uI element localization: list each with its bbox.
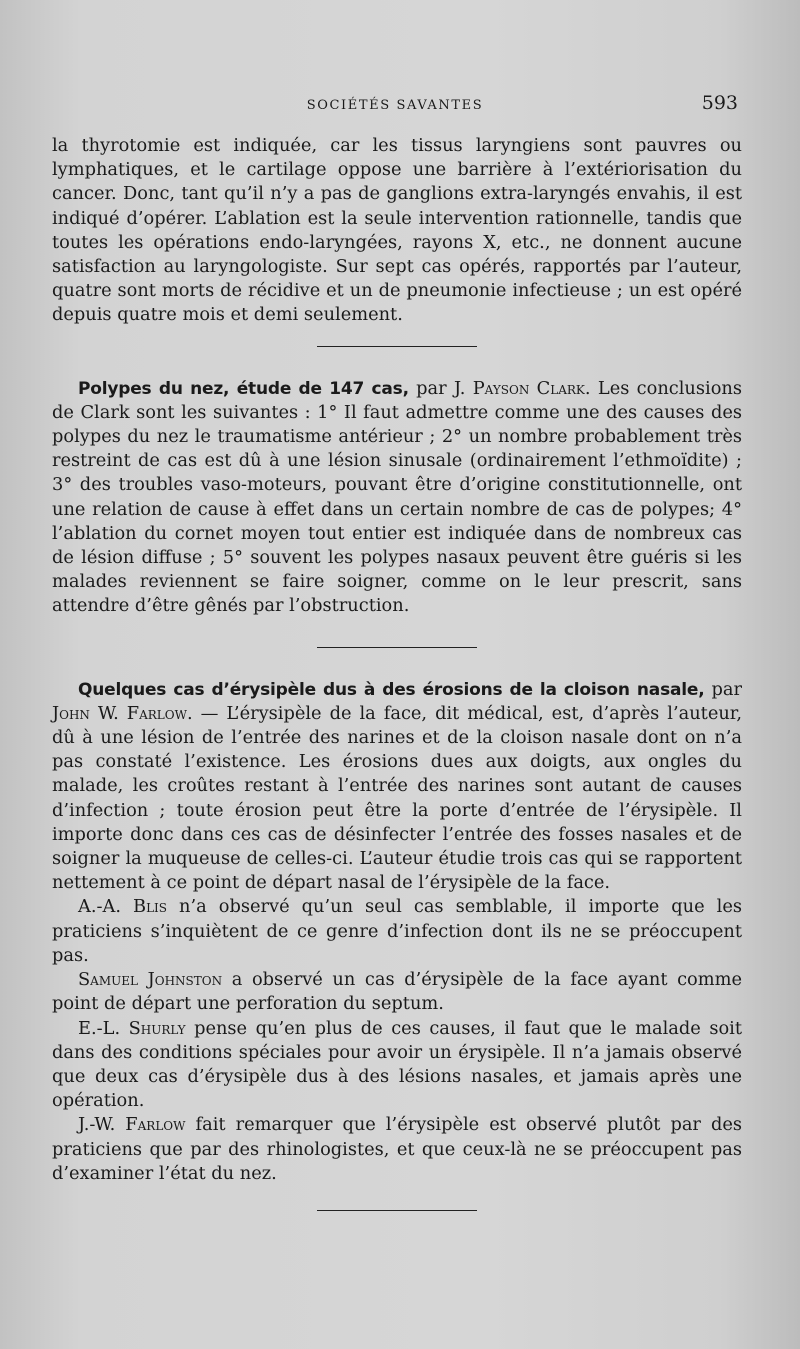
- byline-prefix: par: [704, 678, 742, 700]
- speaker-name: E.-L. Shurly: [78, 1017, 186, 1039]
- running-head: SOCIÉTÉS SAVANTES: [306, 98, 484, 113]
- byline-prefix: par J.: [408, 377, 473, 399]
- discussion-text: n’a observé qu’un seul cas semblable, il importe que les praticiens s’inquiètent de ce genre d’infection dont ils ne se préoccupent pas.: [52, 896, 742, 966]
- section-title-erysipele: Quelques cas d’érysipèle dus à des érosions de la cloison nasale,: [78, 679, 705, 700]
- author-name: Payson Clark: [472, 377, 585, 399]
- section-title-polypes: Polypes du nez, étude de 147 cas,: [78, 378, 409, 399]
- body-text: [52, 134, 742, 1211]
- discussion-paragraph: [52, 895, 742, 968]
- discussion-paragraph: [52, 1017, 742, 1114]
- section-text: . Les conclusions de Clark sont les suivantes : 1° Il faut admettre comme une des causes des polypes du nez le traumatisme antérieur ; 2° un nombre probablement très restreint de cas est dû à une lésion sinusale (ordinairement l’ethmoïdite) ; 3° des troubles vaso-moteurs, pouvant être d’origine constitutionnelle, ont une relation de cause à effet dans un certain nombre de cas de polypes; 4° l’ablation du cornet moyen tout entier est indiquée dans de nombreux cas de lésion diffuse ; 5° souvent les polypes nasaux peuvent être guéris si les malades reviennent se faire soigner, comme on le leur prescrit, sans attendre d’être gênés par l’obstruction.: [52, 377, 742, 617]
- discussion-text: pense qu’en plus de ces causes, il faut que le malade soit dans des conditions spéciales pour avoir un érysipèle. Il n’a jamais observé que deux cas d’érysipèle dus à des lésions nasales, et jamais après une opération.: [52, 1017, 742, 1112]
- speaker-name: A.-A. Blis: [78, 896, 168, 918]
- discussion-paragraph: [52, 1113, 742, 1186]
- section-divider: [317, 346, 477, 347]
- section-polypes: [52, 377, 742, 619]
- speaker-name: Samuel Johnston: [78, 969, 223, 991]
- speaker-name: J.-W. Farlow: [78, 1114, 186, 1136]
- discussion-text: fait remarquer que l’érysipèle est observé plutôt par des praticiens que par des rhinologistes, et que ceux-là ne se préoccupent pas d’examiner l’état du nez.: [52, 1114, 743, 1184]
- section-divider: [317, 1210, 477, 1211]
- discussion-paragraph: [52, 968, 742, 1016]
- paragraph-continued: la thyrotomie est indiquée, car les tissus laryngiens sont pauvres ou lymphatiques, et le cartilage oppose une barrière à l’extériorisation du cancer. Donc, tant qu’il n’y a pas de ganglions extra-laryngés envahis, il est indiqué d’opérer. L’ablation est la seule intervention rationnelle, tandis que toutes les opérations endo-laryngées, rayons X, etc., ne donnent aucune satisfaction au laryngologiste. Sur sept cas opérés, rapportés par l’auteur, quatre sont morts de récidive et un de pneumonie infectieuse ; un est opéré depuis quatre mois et demi seulement.: [52, 135, 742, 326]
- section-erysipele: [52, 678, 742, 896]
- author-name: John W. Farlow: [52, 702, 187, 724]
- page-header: [52, 92, 738, 122]
- section-divider: [317, 647, 477, 648]
- page-number: 593: [701, 92, 738, 114]
- discussion-text: a observé un cas d’érysipèle de la face ayant comme point de départ une perforation du septum.: [52, 969, 743, 1015]
- section-text: . — L’érysipèle de la face, dit médical, est, d’après l’auteur, dû à une lésion de l’entrée des narines et de la cloison nasale dont on n’a pas constaté l’existence. Les érosions dues aux doigts, aux ongles du malade, les croûtes restant à l’entrée des narines sont autant de causes d’infection ; toute érosion peut être la porte d’entrée de l’érysipèle. Il importe donc dans ces cas de désinfecter l’entrée des fosses nasales et de soigner la muqueuse de celles-ci. L’auteur étudie trois cas qui se rapportent nettement à ce point de départ nasal de l’érysipèle de la face.: [52, 702, 742, 894]
